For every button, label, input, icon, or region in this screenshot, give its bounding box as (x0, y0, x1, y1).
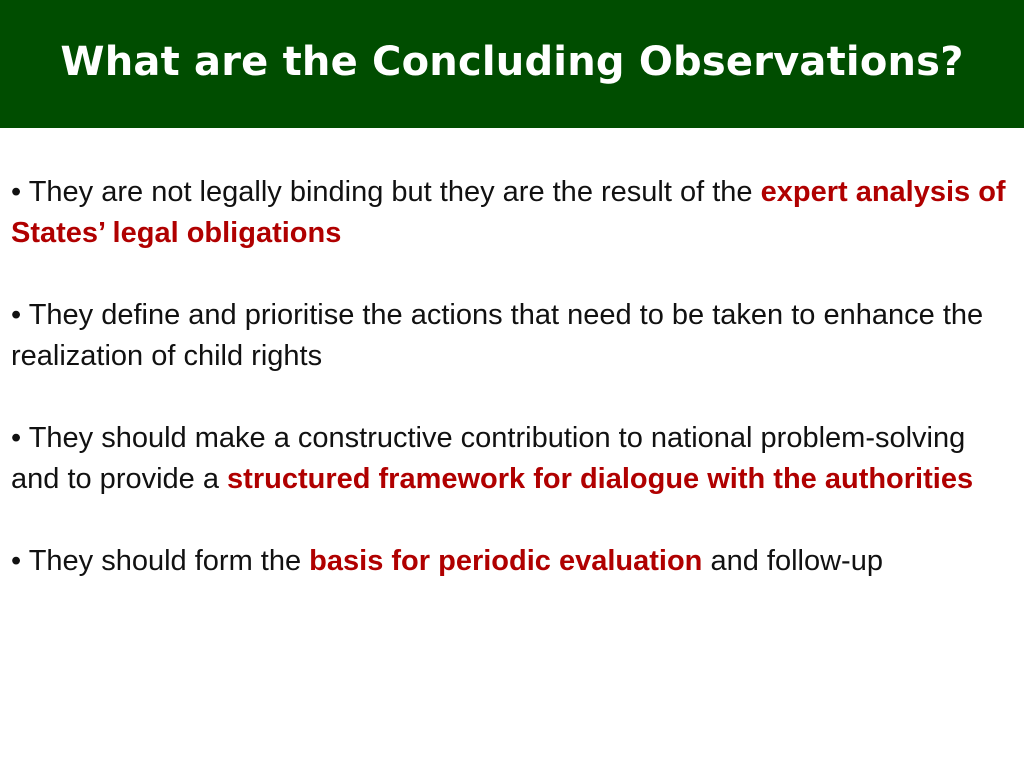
bullet-item-2 (11, 295, 1017, 377)
bullet-text: and follow-up (702, 545, 883, 577)
bullet-item-4 (11, 541, 1017, 582)
bullet-marker: • (11, 299, 22, 331)
bullet-highlight: expert analysis of States’ legal obligations (11, 176, 1006, 249)
bullet-text: They are not legally binding but they are the result of the (21, 176, 761, 208)
bullet-marker: • (11, 176, 22, 208)
bullet-marker: • (11, 545, 22, 577)
bullet-text: They should make a constructive contribution to national problem-solving and to provide a (11, 422, 966, 495)
bullet-highlight: basis for periodic evaluation (309, 545, 703, 577)
bullet-marker: • (11, 422, 22, 454)
bullet-highlight: structured framework for dialogue with the authorities (227, 463, 974, 495)
slide-title: What are the Concluding Observations? (60, 39, 964, 85)
bullet-text: They define and prioritise the actions that need to be taken to enhance the realization of child rights (11, 299, 984, 372)
bullet-list (11, 172, 1017, 623)
bullet-item-3 (11, 418, 1017, 500)
bullet-item-1 (11, 172, 1017, 254)
bullet-text: They should form the (21, 545, 310, 577)
title-bar (0, 0, 1024, 128)
